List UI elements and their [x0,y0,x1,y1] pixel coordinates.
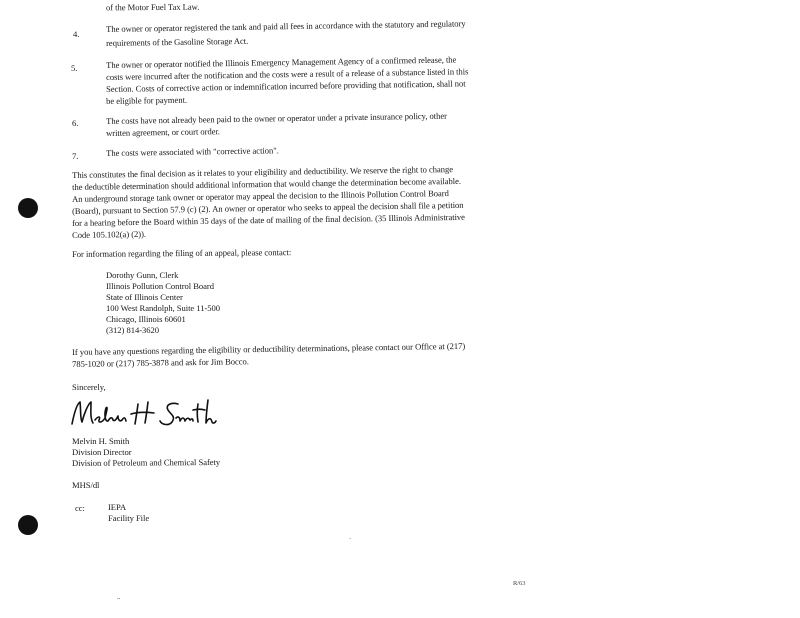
questions-line: If you have any questions regarding the eligibility or deductibility determinations, please contact our Office at (217) [72,340,466,357]
address-line: (312) 814-3620 [106,325,160,335]
item-line: written agreement, or court order. [106,126,220,138]
signer-name: Melvin H. Smith [72,436,130,446]
item-line: Section. Costs of corrective action or indemnification incurred before providing that notification, shall not [106,78,466,94]
paragraph-line: Code 105.102(a) (2)). [72,228,147,240]
item-number: 4. [73,29,80,39]
item-line: requirements of the Gasoline Storage Act. [106,35,249,48]
paragraph-line: the deductible determination should additional information that would change the determination become available. [72,175,461,192]
item-number: 7. [72,151,79,161]
item-line: The costs were associated with "corrective action". [106,145,279,158]
handwritten-signature [68,396,218,432]
cc-label: cc: [75,503,85,513]
address-line: Dorothy Gunn, Clerk [106,270,179,280]
cc-recipient: IEPA [108,502,127,512]
questions-line: 785-1020 or (217) 785-3878 and ask for Jim Bocco. [72,356,249,369]
address-line: Chicago, Illinois 60601 [106,314,186,324]
page-code: R/63 [513,580,526,587]
item-number: 5. [71,63,78,73]
punch-hole-bottom [18,515,38,535]
paragraph-line: An underground storage tank owner or operator may appeal the decision to the Illinois Pollution Control Board [72,188,449,204]
signer-division: Division of Petroleum and Chemical Safety [72,456,221,468]
item-line: The costs have not already been paid to the owner or operator under a private insurance policy, other [106,110,447,126]
scan-speck: .. [117,593,121,601]
paragraph-line: (Board), pursuant to Section 57.9 (c) (2). An owner or operator who seeks to appeal the decision shall file a petition [72,199,464,216]
item-number: 6. [72,118,79,128]
paragraph-line: for a hearing before the Board within 35 days of the date of mailing of the final decision. (35 Illinois Administrative [72,211,465,228]
item-line: be eligible for payment. [106,94,188,106]
typist-initials: MHS/dl [72,480,100,490]
appeal-intro: For information regarding the filing of an appeal, please contact: [72,247,292,259]
address-line: Illinois Pollution Control Board [106,281,214,291]
item-line: The owner or operator notified the Illinois Emergency Management Agency of a confirmed release, the [106,54,457,70]
cc-recipient: Facility File [108,513,150,523]
address-line: State of Illinois Center [106,292,183,302]
item-line: costs were incurred after the notification and the costs were a result of a release of a substance listed in this [106,66,469,82]
address-line: 100 West Randolph, Suite 11-500 [106,303,221,313]
scan-speck: · [349,535,352,543]
closing: Sincerely, [72,382,106,392]
signer-title: Division Director [72,447,132,457]
paragraph-line: This constitutes the final decision as it relates to your eligibility and deductibility. We reserve the right to change [72,164,454,180]
item-line: The owner or operator registered the tank and paid all fees in accordance with the statutory and regulatory [106,18,466,34]
top-fragment-line: of the Motor Fuel Tax Law. [105,1,200,13]
punch-hole-top [18,198,38,218]
